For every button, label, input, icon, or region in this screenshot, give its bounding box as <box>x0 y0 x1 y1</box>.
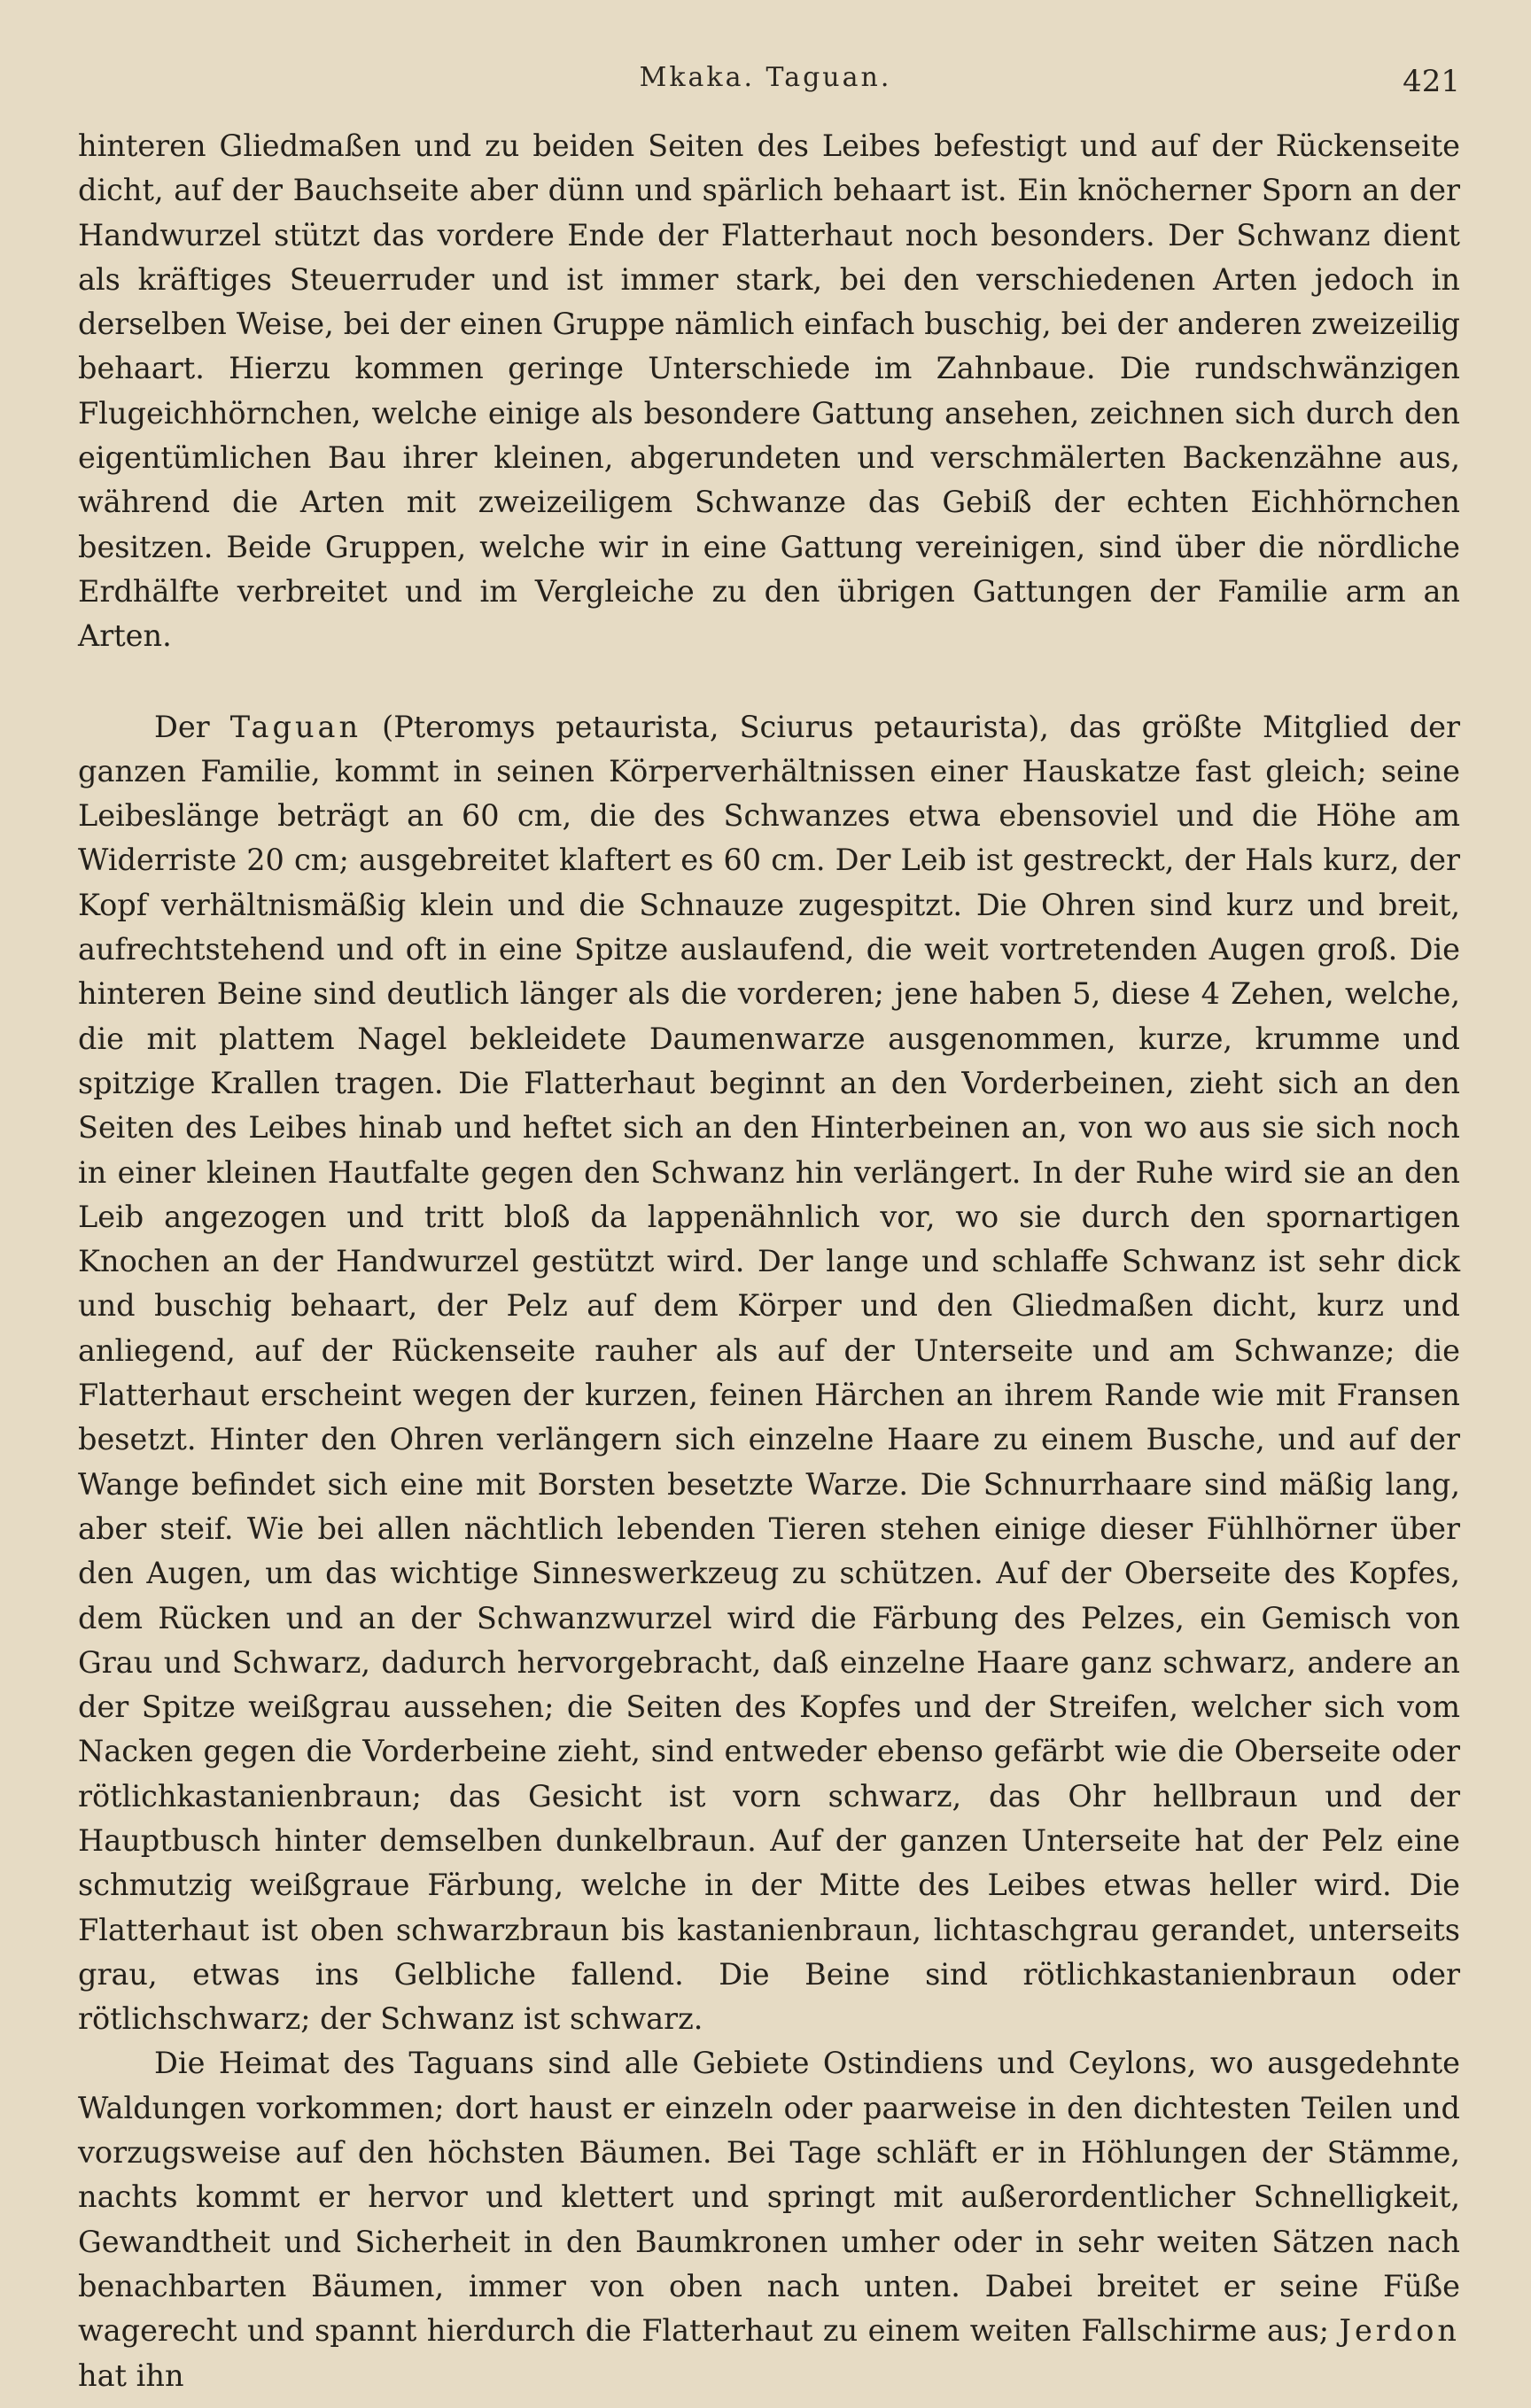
paragraph-2 <box>78 705 1460 2042</box>
paragraph-gap <box>78 659 1460 705</box>
body-text <box>78 124 1460 2398</box>
paragraph-3-text: hat ihn <box>78 2358 184 2393</box>
paragraph-3-lead: Die Heimat des Taguans sind alle Gebiete Ostindiens und Ceylons, wo ausgedehnte Waldungen vorkommen; dort haust er einzeln oder paarweise in den dichtesten Teilen und vorzugsweise auf den höchsten Bäumen. Bei Tage schläft er in Höhlungen der Stämme, nachts kommt er hervor und klettert und springt mit außerordentlicher Schnelligkeit, Gewandtheit und Sicherheit in den Baumkronen umher oder in sehr weiten Sätzen nach benachbarten Bäumen, immer von oben nach unten. Dabei breitet er seine Füße wagerecht und spannt hierdurch die Flatterhaut zu einem weiten Fallschirme aus; <box>78 2046 1460 2349</box>
latin-name: (Pteromys petaurista, Sciurus petaurista) <box>361 709 1040 744</box>
page-number: 421 <box>1403 64 1460 99</box>
paragraph-2-lead: Der <box>154 709 230 744</box>
author-name-jerdon: Jerdon <box>1339 2313 1460 2349</box>
species-name-taguan: Taguan <box>229 709 362 744</box>
paragraph-2-text: , das größte Mitglied der ganzen Familie, kommt in seinen Körperverhältnissen einer Hauskatze fast gleich; seine Leibeslänge beträgt an 60 cm, die des Schwanzes etwa ebensoviel und die Höhe am Widerriste 20 cm; ausgebreitet klaftert es 60 cm. Der Leib ist gestreckt, der Hals kurz, der Kopf verhältnismäßig klein und die Schnauze zugespitzt. Die Ohren sind kurz und breit, aufrechtstehend und oft in eine Spitze auslaufend, die weit vortretenden Augen groß. Die hinteren Beine sind deutlich länger als die vorderen; jene haben 5, diese 4 Zehen, welche, die mit plattem Nagel bekleidete Daumenwarze ausgenommen, kurze, krumme und spitzige Krallen tragen. Die Flatterhaut beginnt an den Vorderbeinen, zieht sich an den Seiten des Leibes hinab und heftet sich an den Hinterbeinen an, von wo aus sie sich noch in einer kleinen Hautfalte gegen den Schwanz hin verlängert. In der Ruhe wird sie an den Leib angezogen und tritt bloß da lappenähnlich vor, wo sie durch den spornartigen Knochen an der Handwurzel gestützt wird. Der lange und schlaffe Schwanz ist sehr dick und buschig behaart, der Pelz auf dem Körper und den Gliedmaßen dicht, kurz und anliegend, auf der Rückenseite rauher als auf der Unterseite und am Schwanze; die Flatterhaut erscheint wegen der kurzen, feinen Härchen an ihrem Rande wie mit Fransen besetzt. Hinter den Ohren verlängern sich einzelne Haare zu einem Busche, und auf der Wange befindet sich eine mit Borsten besetzte Warze. Die Schnurrhaare sind mäßig lang, aber steif. Wie bei allen nächtlich lebenden Tieren stehen einige dieser Fühlhörner über den Augen, um das wichtige Sinneswerkzeug zu schützen. Auf der Oberseite des Kopfes, dem Rücken und an der Schwanzwurzel wird die Färbung des Pelzes, ein Gemisch von Grau und Schwarz, dadurch hervorgebracht, daß einzelne Haare ganz schwarz, andere an der Spitze weißgrau aussehen; die Seiten des Kopfes und der Streifen, welcher sich vom Nacken gegen die Vorderbeine zieht, sind entweder ebenso gefärbt wie die Oberseite oder rötlichkastanienbraun; das Gesicht ist vorn schwarz, das Ohr hellbraun und der Hauptbusch hinter demselben dunkelbraun. Auf der ganzen Unterseite hat der Pelz eine schmutzig weißgraue Färbung, welche in der Mitte des Leibes etwas heller wird. Die Flatterhaut ist oben schwarzbraun bis kastanienbraun, lichtaschgrau gerandet, unterseits grau, etwas ins Gelbliche fallend. Die Beine sind rötlichkastanienbraun oder rötlichschwarz; der Schwanz ist schwarz. <box>78 709 1460 2037</box>
paragraph-3 <box>78 2041 1460 2397</box>
running-head <box>0 55 1531 99</box>
paragraph-1 <box>78 124 1460 659</box>
running-title: Mkaka. Taguan. <box>639 62 892 93</box>
paragraph-1-text: hinteren Gliedmaßen und zu beiden Seiten des Leibes befestigt und auf der Rückenseite dicht, auf der Bauchseite aber dünn und spärlich behaart ist. Ein knöcherner Sporn an der Handwurzel stützt das vordere Ende der Flatterhaut noch besonders. Der Schwanz dient als kräftiges Steuerruder und ist immer stark, bei den verschiedenen Arten jedoch in derselben Weise, bei der einen Gruppe nämlich einfach buschig, bei der anderen zweizeilig behaart. Hierzu kommen geringe Unterschiede im Zahnbaue. Die rundschwänzigen Flugeichhörnchen, welche einige als besondere Gattung ansehen, zeichnen sich durch den eigentümlichen Bau ihrer kleinen, abgerundeten und verschmälerten Backenzähne aus, während die Arten mit zweizeiligem Schwanze das Gebiß der echten Eichhörnchen besitzen. Beide Gruppen, welche wir in eine Gattung vereinigen, sind über die nördliche Erdhälfte verbreitet und im Vergleiche zu den übrigen Gattungen der Familie arm an Arten. <box>78 128 1460 654</box>
